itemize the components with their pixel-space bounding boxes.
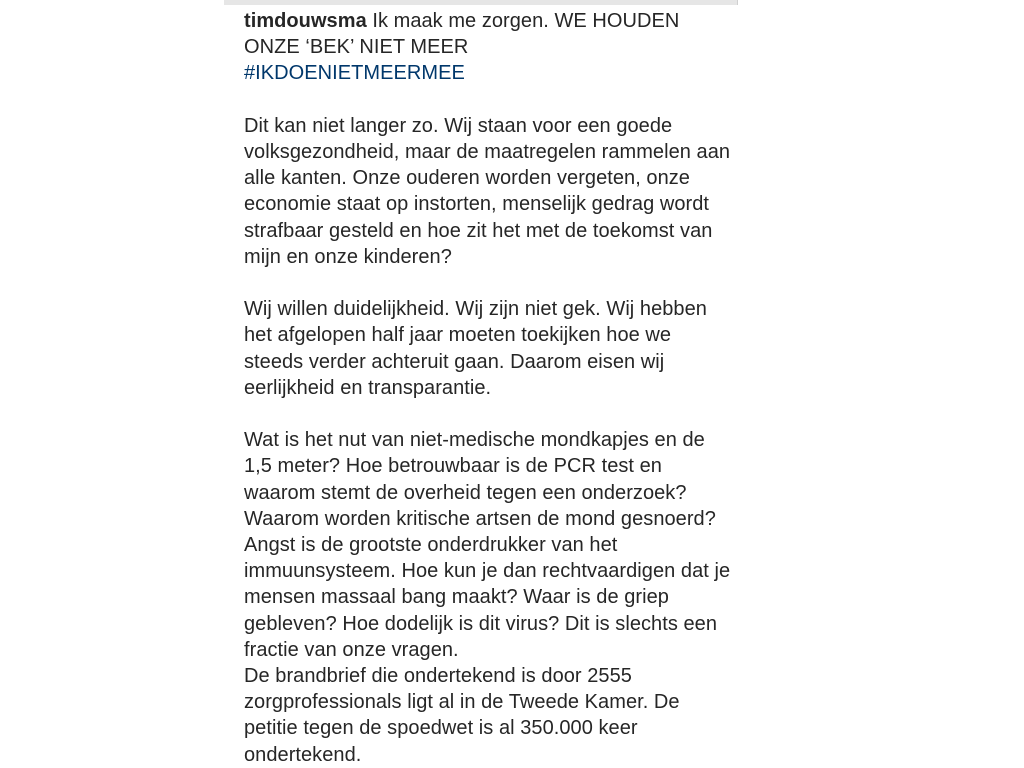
hashtag-link[interactable]: #IKDOENIETMEERMEE [244,62,465,85]
caption-hashtag [244,60,734,86]
username-link[interactable]: timdouwsma [244,10,367,32]
paragraph-2: Wij willen duidelijkheid. Wij zijn niet gek. Wij hebben het afgelopen half jaar moeten toekijken hoe we steeds verder achteruit gaan. Daarom eisen wij eerlijkheid en transparantie. [244,298,707,399]
paragraph-3: Wat is het nut van niet-medische mondkapjes en de 1,5 meter? Hoe betrouwbaar is de PCR test en waarom stemt de overheid tegen een onderzoek? Waarom worden kritische artsen de mond gesnoerd? Angst is de grootste onderdrukker van het immuunsysteem. Hoe kun je dan rechtvaardigen dat je mensen massaal bang maakt? Waar is de griep gebleven? Hoe dodelijk is dit virus? Dit is slechts een fractie van onze vragen. [244,429,731,661]
paragraph-gap [244,270,734,296]
edge-divider [737,0,738,5]
paragraph-4: De brandbrief die ondertekend is door 2555 zorgprofessionals ligt al in de Tweede Kamer. De petitie tegen de spoedwet is al 350.000 keer ondertekend. [244,665,680,766]
paragraph-gap [244,401,734,427]
paragraph-1: Dit kan niet langer zo. Wij staan voor een goede volksgezondheid, maar de maatregelen rammelen aan alle kanten. Onze ouderen worden vergeten, onze economie staat op instorten, menselijk gedrag wordt strafbaar gesteld en hoe zit het met de toekomst van mijn en onze kinderen? [244,114,731,268]
caption-intro [244,8,734,60]
intro-text: Ik maak me zorgen. WE HOUDEN ONZE ‘BEK’ NIET MEER [244,10,680,59]
paragraph-gap [244,87,734,113]
post-caption [244,8,734,768]
top-divider [224,0,738,5]
